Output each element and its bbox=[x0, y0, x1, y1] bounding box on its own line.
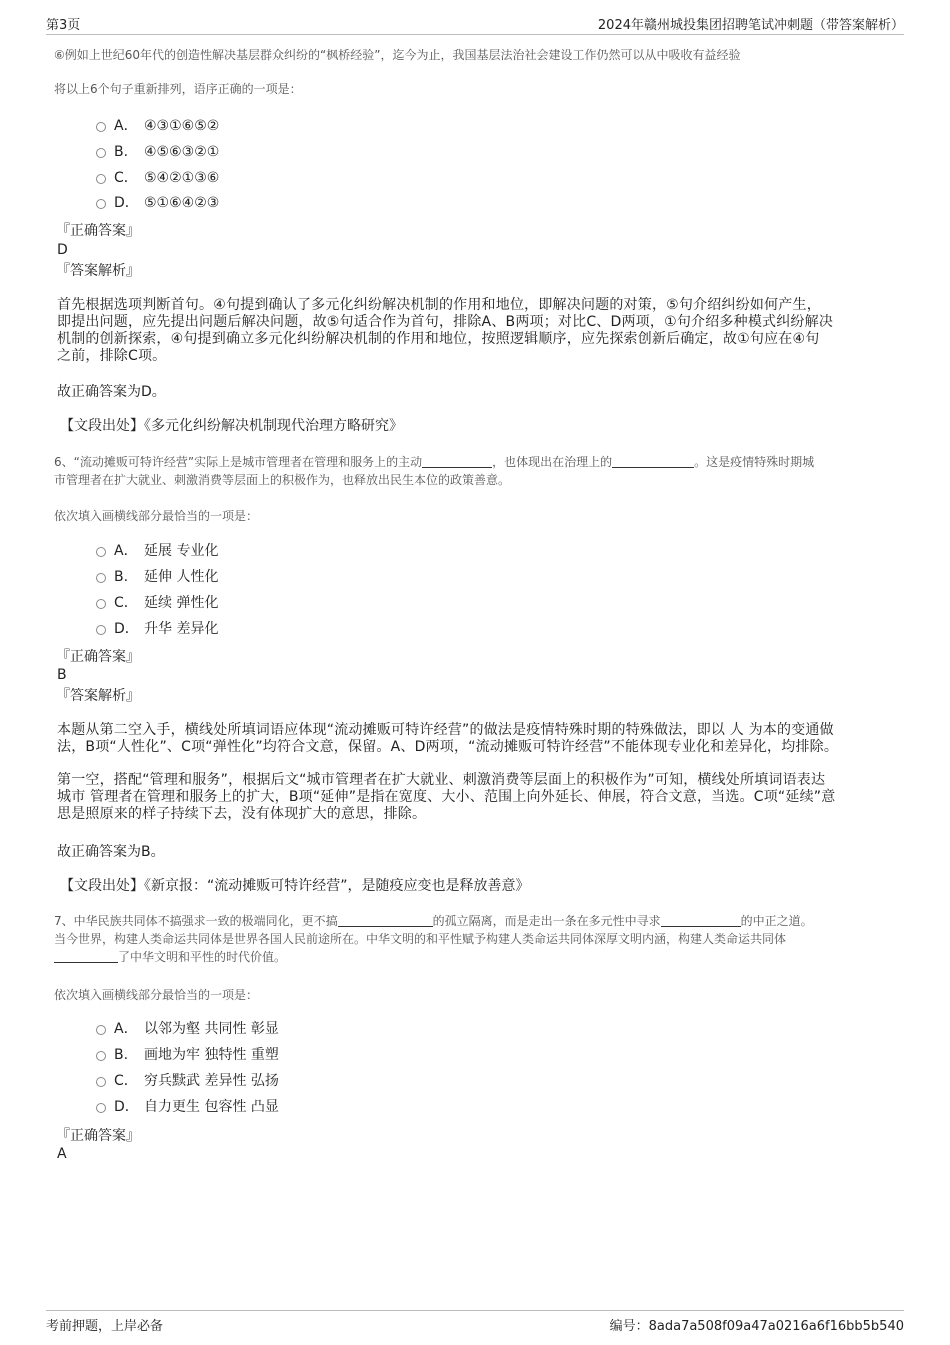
q5-stem-line: ⑥例如上世纪60年代的创造性解决基层群众纠纷的“枫桥经验”，迄今为止，我国基层法治社会建设工作仍然可以从中吸收有益经验 bbox=[54, 48, 741, 62]
fill-blank bbox=[422, 455, 492, 468]
q7-answer: A bbox=[57, 1146, 67, 1162]
q6-option-c[interactable]: C． 延续 弹性化 bbox=[96, 593, 218, 613]
q5-option-a[interactable]: A． ④③①⑥⑤② bbox=[96, 116, 219, 136]
q6-option-d[interactable]: D． 升华 差异化 bbox=[96, 619, 218, 639]
q6-answer-label: 『正确答案』 bbox=[56, 649, 140, 665]
q5-answer: D bbox=[57, 242, 68, 258]
fill-blank bbox=[338, 914, 433, 927]
q5-analysis: 首先根据选项判断首句。④句提到确认了多元化纠纷解决机制的作用和地位，即解决问题的对策，⑤句介绍纠纷如何产生， 即提出问题，应先提出问题后解决问题，故⑤句适合作为首句，排除A、B两项；对比C、D两项，①句介绍多种模式纠纷解决 机制的创新探索，④句提到确立多元化纠纷解决机制的作用和地位，按照逻辑顺序，应先探索创新后确定，故①句应在④句 之前，排除C项。 bbox=[57, 297, 834, 364]
q6-stem: 6、“流动摊贩可特许经营”实际上是城市管理者在管理和服务上的主动 ，也体现出在治理上的 。这是疫情特殊时期城 市管理者在扩大就业、刺激消费等层面上的积极作为，也释放出民生本位的政策善意。 bbox=[54, 455, 815, 487]
q7-stem: 7、中华民族共同体不搞强求一致的极端同化，更不搞 的孤立隔离，而是走出一条在多元性中寻求 的中正之道。 当今世界，构建人类命运共同体是世界各国人民前途所在。中华文明的和平性赋予构建人类命运共同体深厚文明内涵，构建人类命运共同体 了中华文明和平性的时代价值。 bbox=[54, 914, 813, 964]
q5-analysis-label: 『答案解析』 bbox=[56, 263, 140, 279]
q6-answer: B bbox=[57, 667, 67, 683]
radio-icon[interactable] bbox=[96, 1025, 106, 1035]
q5-option-b[interactable]: B. ④⑤⑥③②① bbox=[96, 142, 219, 162]
q7-answer-label: 『正确答案』 bbox=[56, 1128, 140, 1144]
document-title: 2024年赣州城投集团招聘笔试冲刺题（带答案解析） bbox=[597, 18, 904, 33]
q6-analysis-p1: 本题从第二空入手，横线处所填词语应体现“流动摊贩可特许经营”的做法是疫情特殊时期的特殊做法，即以 人 为本的变通做 法，B项“人性化”、C项“弹性化”均符合文意，保留。A、D两项，“流动摊贩可特许经营”不能体现专业化和差异化，均排除。 bbox=[57, 722, 839, 755]
radio-icon[interactable] bbox=[96, 174, 106, 184]
document-id: 编号：8ada7a508f09a47a0216a6f16bb5b540 bbox=[609, 1319, 904, 1334]
q6-analysis-p2: 第一空，搭配“管理和服务”，根据后文“城市管理者在扩大就业、刺激消费等层面上的积极作为”可知，横线处所填词语表达 城市 管理者在管理和服务上的扩大，B项“延伸”是指在宽度、大小、范围上向外延长、伸展，符合文意，当选。C项“延续”意 思是照原来的样子持续下去，没有体现扩大的意思，排除。 bbox=[57, 772, 836, 822]
fill-blank bbox=[661, 914, 741, 927]
radio-icon[interactable] bbox=[96, 547, 106, 557]
radio-icon[interactable] bbox=[96, 1077, 106, 1087]
page-footer bbox=[46, 1310, 904, 1333]
page-header bbox=[46, 14, 904, 35]
q5-option-c[interactable]: C． ⑤④②①③⑥ bbox=[96, 168, 219, 188]
radio-icon[interactable] bbox=[96, 573, 106, 583]
radio-icon[interactable] bbox=[96, 122, 106, 132]
q6-prompt: 依次填入画横线部分最恰当的一项是： bbox=[54, 509, 259, 523]
page-number: 第3页 bbox=[46, 18, 81, 33]
radio-icon[interactable] bbox=[96, 625, 106, 635]
radio-icon[interactable] bbox=[96, 148, 106, 158]
q7-option-c[interactable]: C． 穷兵黩武 差异性 弘扬 bbox=[96, 1071, 279, 1091]
fill-blank bbox=[612, 455, 694, 468]
radio-icon[interactable] bbox=[96, 599, 106, 609]
q6-option-a[interactable]: A． 延展 专业化 bbox=[96, 541, 218, 561]
q5-conclusion: 故正确答案为D。 bbox=[57, 384, 166, 400]
q7-option-d[interactable]: D． 自力更生 包容性 凸显 bbox=[96, 1097, 279, 1117]
radio-icon[interactable] bbox=[96, 199, 106, 209]
q7-prompt: 依次填入画横线部分最恰当的一项是： bbox=[54, 988, 259, 1002]
radio-icon[interactable] bbox=[96, 1051, 106, 1061]
q5-answer-label: 『正确答案』 bbox=[56, 223, 140, 239]
q6-analysis-label: 『答案解析』 bbox=[56, 688, 140, 704]
radio-icon[interactable] bbox=[96, 1103, 106, 1113]
q7-option-b[interactable]: B. 画地为牢 独特性 重塑 bbox=[96, 1045, 279, 1065]
q5-option-d[interactable]: D． ⑤①⑥④②③ bbox=[96, 193, 219, 213]
q5-prompt: 将以上6个句子重新排列，语序正确的一项是： bbox=[54, 82, 302, 96]
q6-source: 【文段出处】《新京报：“流动摊贩可特许经营”，是随疫应变也是释放善意》 bbox=[60, 878, 530, 894]
q7-option-a[interactable]: A． 以邻为壑 共同性 彰显 bbox=[96, 1019, 279, 1039]
footer-slogan: 考前押题，上岸必备 bbox=[46, 1319, 164, 1334]
fill-blank bbox=[54, 950, 118, 963]
q6-conclusion: 故正确答案为B。 bbox=[57, 844, 165, 860]
q6-option-b[interactable]: B. 延伸 人性化 bbox=[96, 567, 218, 587]
q5-source: 【文段出处】《多元化纠纷解决机制现代治理方略研究》 bbox=[60, 418, 403, 434]
